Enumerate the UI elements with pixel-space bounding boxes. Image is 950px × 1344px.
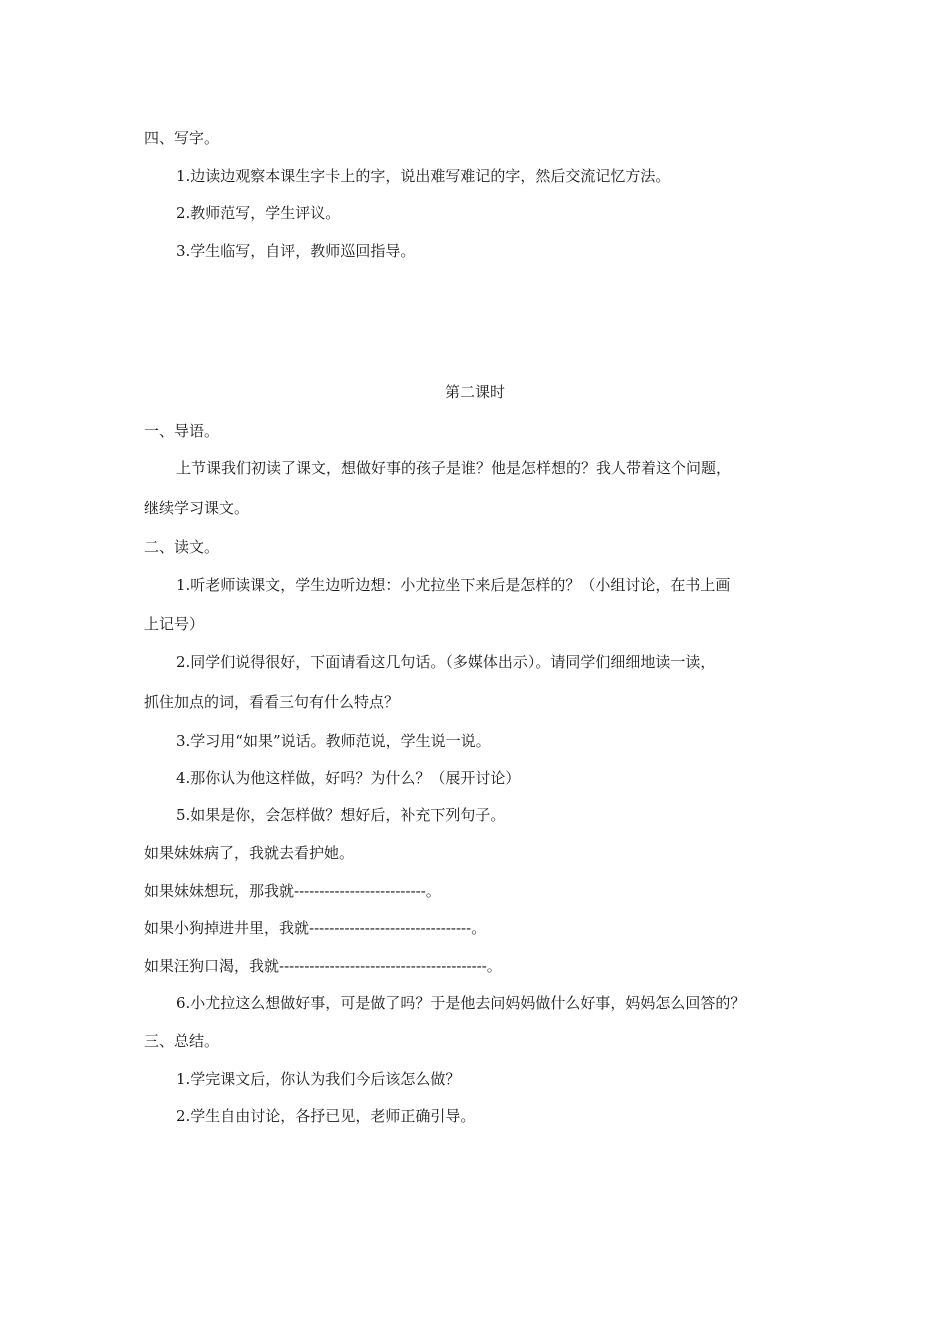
part-1-heading: 一、导语。 [144, 422, 220, 440]
section-4-heading: 四、写字。 [144, 129, 220, 147]
fill-sentence-2: 如果妹妹想玩，那我就--------------------------。 [144, 882, 441, 900]
part-3-item-1: 1.学完课文后，你认为我们今后该怎么做？ [176, 1070, 461, 1088]
part-2-item-2-line-1: 2.同学们说得很好，下面请看这几句话。（多媒体出示）。请同学们细细地读一读， [176, 653, 716, 671]
part-2-item-4: 4.那你认为他这样做，好吗？为什么？（展开讨论） [176, 769, 521, 787]
section-4-item-1: 1.边读边观察本课生字卡上的字，说出难写难记的字，然后交流记忆方法。 [176, 167, 671, 185]
fill-sentence-4: 如果汪狗口渴，我就-----------------------------------------。 [144, 957, 502, 975]
fill-sentence-1: 如果妹妹病了，我就去看护她。 [144, 844, 355, 862]
lesson-2-title: 第二课时 [444, 383, 505, 401]
part-2-item-3: 3.学习用“如果”说话。教师范说，学生说一说。 [176, 732, 491, 750]
part-3-heading: 三、总结。 [144, 1032, 220, 1050]
part-2-item-2-line-2: 抓住加点的词，看看三句有什么特点？ [144, 693, 400, 711]
part-1-paragraph-line-2: 继续学习课文。 [144, 499, 250, 517]
part-2-item-1-line-1: 1.听老师读课文，学生边听边想：小尤拉坐下来后是怎样的？（小组讨论，在书上画 [176, 576, 731, 594]
section-4-item-2: 2.教师范写，学生评议。 [176, 204, 341, 222]
part-2-item-5: 5.如果是你，会怎样做？想好后，补充下列句子。 [176, 806, 506, 824]
fill-sentence-3: 如果小狗掉进井里，我就--------------------------------。 [144, 919, 487, 937]
section-4-item-3: 3.学生临写，自评，教师巡回指导。 [176, 242, 416, 260]
part-2-item-1-line-2: 上记号） [144, 615, 205, 633]
part-2-item-6: 6.小尤拉这么想做好事，可是做了吗？于是他去问妈妈做什么好事，妈妈怎么回答的？ [176, 994, 746, 1012]
part-2-heading: 二、读文。 [144, 538, 220, 556]
part-1-paragraph-line-1: 上节课我们初读了课文，想做好事的孩子是谁？他是怎样想的？我人带着这个问题， [176, 459, 732, 477]
part-3-item-2: 2.学生自由讨论，各抒已见，老师正确引导。 [176, 1107, 476, 1125]
